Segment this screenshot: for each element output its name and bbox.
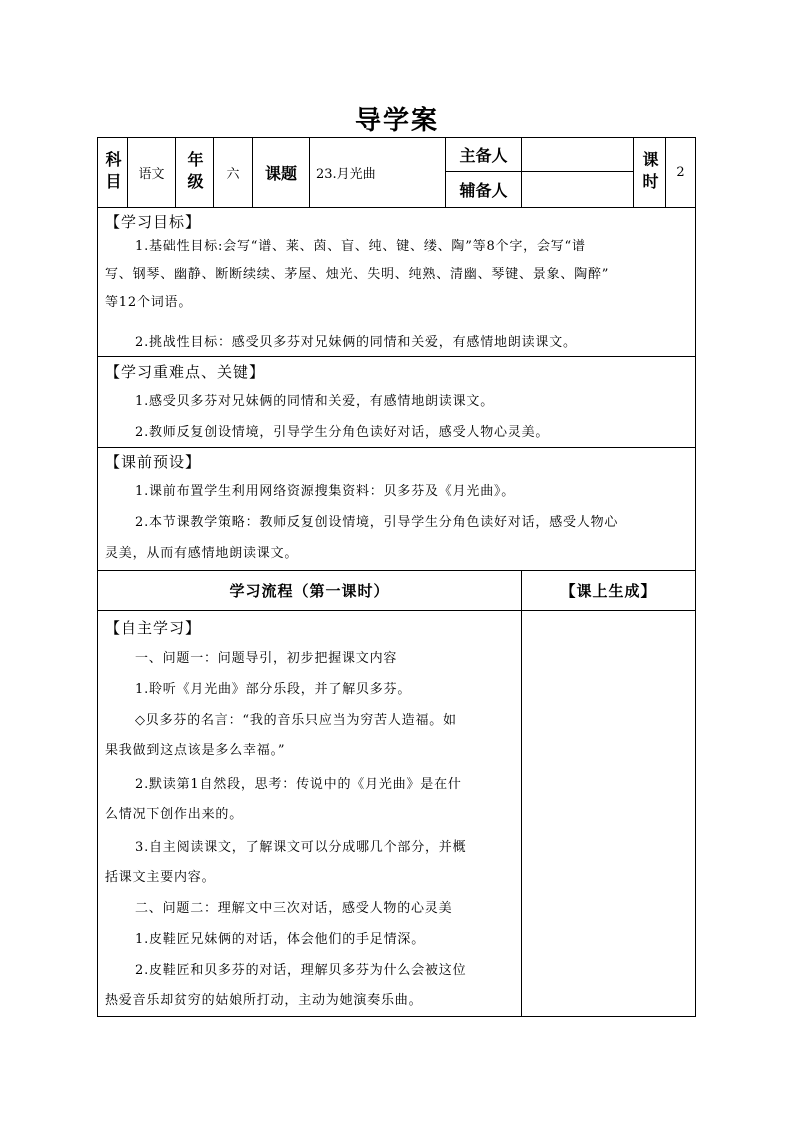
item-3-line2: 括课文主要内容。	[105, 870, 216, 885]
prep-p2-line1: 2.本节课教学策略：教师反复创设情境，引导学生分角色读好对话，感受人物心	[135, 515, 619, 530]
question-two: 二、问题二：理解文中三次对话，感受人物的心灵美	[135, 901, 453, 916]
goals-p1-line2: 写、钢琴、幽静、断断续续、茅屋、烛光、失明、纯熟、清幽、琴键、景象、陶醉”	[105, 267, 610, 282]
topic-value: 23.月光曲	[316, 167, 376, 182]
self-study-heading: 【自主学习】	[105, 619, 202, 637]
lesson-plan-table	[97, 137, 696, 1017]
keypoints-heading: 【学习重难点、关键】	[105, 363, 266, 381]
divider	[97, 447, 696, 448]
quote-line2: 果我做到这点该是多么幸福。”	[105, 743, 286, 758]
prep-p2-line2: 灵美，从而有感情地朗读课文。	[105, 546, 299, 561]
item-1: 1.聆听《月光曲》部分乐段，并了解贝多芬。	[135, 682, 412, 697]
grade-label: 年级	[185, 150, 204, 195]
flow-left-heading: 学习流程（第一课时）	[229, 582, 390, 600]
goals-p1-line1: 1.基础性目标:会写“谱、莱、茵、盲、纯、键、缕、陶”等8个字，会写“谱	[135, 239, 586, 254]
subject-label: 科目	[103, 150, 122, 195]
prep-heading: 【课前预设】	[105, 453, 202, 471]
period-label: 课时	[640, 150, 659, 195]
quote-line1: ◇贝多芬的名言：“我的音乐只应当为穷苦人造福。如	[135, 713, 457, 728]
topic-label: 课题	[264, 164, 297, 183]
keypoints-p2: 2.教师反复创设情境，引导学生分角色读好对话，感受人物心灵美。	[135, 425, 550, 440]
item-3-line1: 3.自主阅读课文，了解课文可以分成哪几个部分，并概	[135, 840, 467, 855]
page-title: 导学案	[354, 106, 439, 136]
table-border-right	[695, 137, 696, 1017]
item-2-line2: 么情况下创作出来的。	[105, 807, 244, 822]
divider	[97, 207, 696, 208]
assist-prep-label: 辅备人	[459, 181, 508, 200]
divider	[97, 610, 696, 611]
goals-p1-line3: 等12个词语。	[105, 295, 193, 310]
main-prep-label: 主备人	[459, 146, 508, 165]
goals-heading: 【学习目标】	[105, 213, 202, 231]
item-5-line2: 热爱音乐却贫穷的姑娘所打动，主动为她演奏乐曲。	[105, 993, 423, 1008]
item-4: 1.皮鞋匠兄妹俩的对话，体会他们的手足情深。	[135, 932, 426, 947]
subject-value: 语文	[138, 167, 165, 182]
grade-value: 六	[226, 167, 240, 182]
flow-right-heading: 【课上生成】	[560, 582, 657, 600]
divider	[521, 570, 522, 1016]
prep-p1: 1.课前布置学生利用网络资源搜集资料：贝多芬及《月光曲》。	[135, 484, 516, 499]
question-one: 一、问题一：问题导引，初步把握课文内容	[135, 651, 398, 666]
keypoints-p1: 1.感受贝多芬对兄妹俩的同情和关爱，有感情地朗读课文。	[135, 394, 495, 409]
item-2-line1: 2.默读第1自然段，思考：传说中的《月光曲》是在什	[135, 777, 462, 792]
item-5-line1: 2.皮鞋匠和贝多芬的对话，理解贝多芬为什么会被这位	[135, 963, 467, 978]
main-prep-value	[522, 138, 633, 171]
period-value: 2	[676, 165, 685, 180]
assist-prep-value	[522, 172, 633, 207]
table-border-bottom	[97, 1016, 696, 1017]
divider	[97, 356, 696, 357]
goals-p2: 2.挑战性目标：感受贝多芬对兄妹俩的同情和关爱，有感情地朗读课文。	[135, 335, 577, 350]
